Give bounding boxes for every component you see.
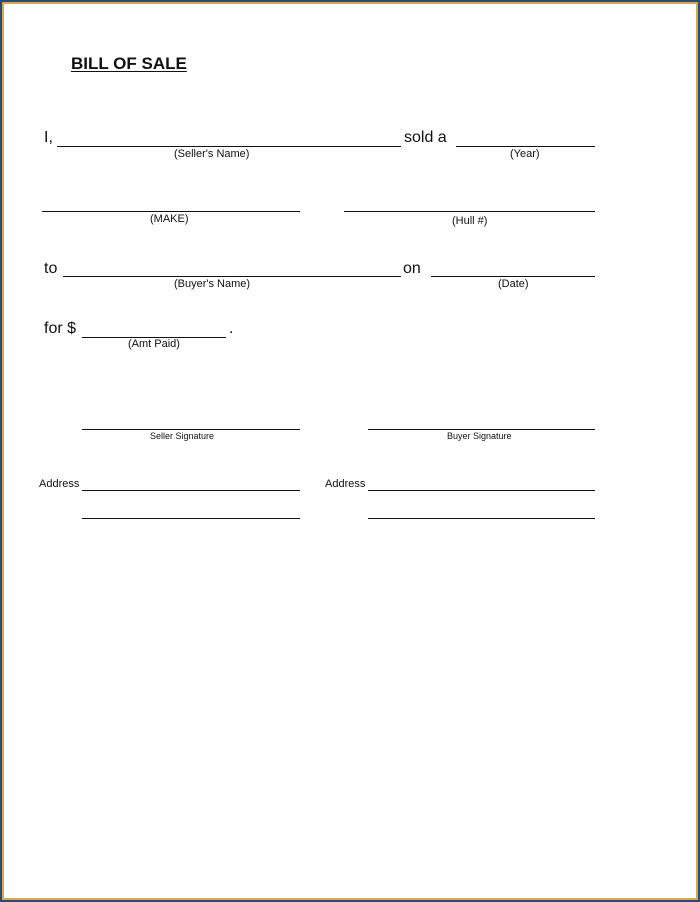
document-title: BILL OF SALE	[71, 54, 187, 73]
amount-period: .	[229, 320, 234, 337]
buyer-address-line-1[interactable]	[368, 490, 595, 491]
buyer-prefix: to	[44, 260, 58, 277]
amount-prefix: for $	[44, 320, 77, 337]
year-field[interactable]	[456, 146, 595, 147]
seller-prefix: I,	[44, 129, 53, 146]
buyer-name-field[interactable]	[63, 276, 401, 277]
seller-address-line-2[interactable]	[82, 518, 300, 519]
seller-name-field[interactable]	[57, 146, 401, 147]
buyer-address-label: Address	[325, 478, 366, 490]
hull-number-field[interactable]	[344, 211, 595, 212]
seller-address-label: Address	[39, 478, 80, 490]
amount-caption: (Amt Paid)	[128, 338, 180, 350]
seller-signature-caption: Seller Signature	[150, 431, 215, 441]
buyer-address-line-2[interactable]	[368, 518, 595, 519]
make-field[interactable]	[42, 211, 300, 212]
buyer-name-caption: (Buyer's Name)	[174, 278, 251, 290]
make-caption: (MAKE)	[150, 213, 189, 225]
sold-a-text: sold a	[404, 129, 447, 146]
date-field[interactable]	[431, 276, 595, 277]
date-caption: (Date)	[498, 278, 529, 290]
buyer-signature-caption: Buyer Signature	[447, 431, 512, 441]
seller-address-line-1[interactable]	[82, 490, 300, 491]
hull-caption: (Hull #)	[452, 215, 488, 227]
year-caption: (Year)	[510, 148, 540, 160]
on-text: on	[403, 260, 421, 277]
buyer-signature-field[interactable]	[368, 429, 595, 430]
document-page	[4, 4, 696, 898]
seller-name-caption: (Seller's Name)	[174, 148, 250, 160]
seller-signature-field[interactable]	[82, 429, 300, 430]
